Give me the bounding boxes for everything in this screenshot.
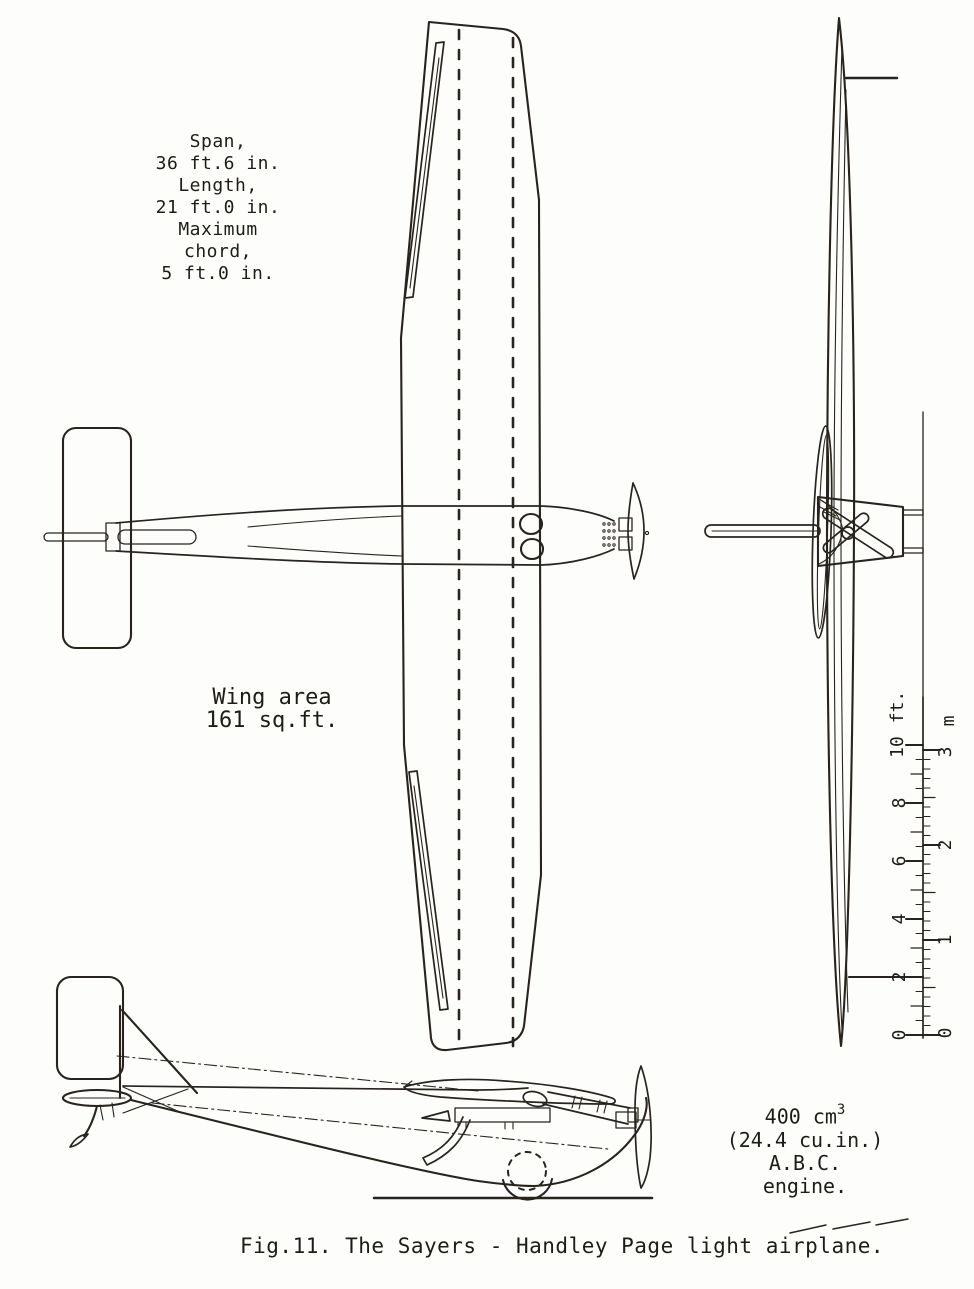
spec-line: 5 ft.0 in. — [161, 263, 275, 284]
propeller-front — [809, 426, 834, 638]
wheel-dashed — [508, 1152, 546, 1190]
engine-hub — [619, 518, 632, 531]
dimensions-note — [147, 131, 289, 285]
scale-feet-tick-label: 2 — [889, 971, 910, 983]
pencil-marks — [790, 1219, 908, 1233]
engine-displacement: 400 $cm^3$ — [764, 1102, 846, 1129]
scale-meter-tick-label: 2 — [935, 839, 956, 851]
spec-line: Maximum — [178, 219, 258, 240]
engine-hub — [619, 537, 632, 550]
wing-front-inner-line — [841, 90, 848, 1012]
scale-feet-foot-ticks — [911, 774, 923, 1006]
top-view — [44, 22, 649, 1050]
spec-line: Span, — [189, 131, 247, 152]
propeller-tip-nub — [645, 531, 648, 534]
propeller-hub-side — [616, 1112, 636, 1128]
nose-cowl-bottom — [543, 1104, 628, 1124]
scale-feet-tick-label: 0 — [889, 1029, 910, 1041]
engine-maker: A.B.C. — [768, 1150, 842, 1175]
scale-feet-unit-label: ft. — [887, 690, 908, 724]
nose-cowl-top — [548, 1092, 630, 1108]
tailplane-plan — [63, 428, 131, 648]
fin-leading-edge — [122, 1010, 197, 1093]
spec-line: 21 ft.0 in. — [155, 197, 281, 218]
engine-word: engine. — [762, 1173, 848, 1198]
cockpit-side — [522, 1089, 549, 1109]
cowl-hatch-dots — [603, 523, 615, 546]
engine-alt-displacement: (24.4 cu.in.) — [726, 1127, 884, 1152]
wing-area-line: Wing area — [212, 685, 332, 710]
scale-feet-tick-label: 10 — [887, 736, 908, 758]
axle-stub — [903, 510, 923, 515]
side-view — [57, 977, 652, 1200]
engine-displacement-exponent: 3 — [836, 1102, 846, 1118]
rear-deck-line — [248, 516, 402, 527]
wing-area-note — [182, 686, 362, 732]
tail-fairing-pill — [118, 530, 196, 544]
front-view — [705, 18, 923, 1046]
wheel-tire-arc — [503, 1179, 552, 1200]
scale-meter-tick-label: 1 — [935, 934, 956, 946]
fuselage-side-bottom — [131, 1098, 647, 1186]
rear-deck-line — [248, 546, 402, 556]
spec-line: 36 ft.6 in. — [155, 153, 281, 174]
spec-line: chord, — [183, 241, 253, 262]
aileron-upper-hinge — [410, 58, 439, 288]
exhaust-pipe — [423, 1117, 470, 1165]
fuselage-side-top — [123, 1086, 528, 1090]
scale-feet-tick-label: 4 — [889, 913, 910, 925]
scale-meter-tick-label: 0 — [935, 1027, 956, 1039]
tail-skid — [84, 1106, 97, 1136]
scale-feet-tick-label: 8 — [889, 797, 910, 809]
scale-feet-tick-label: 6 — [889, 855, 910, 867]
tail-skid-plan — [44, 533, 108, 541]
figure-caption: Fig.11. The Sayers - Handley Page light airplane. — [240, 1234, 885, 1258]
cockpit-opening-front — [520, 514, 542, 534]
wing-area-line: 161 sq.ft. — [205, 708, 339, 733]
rudder — [57, 977, 123, 1079]
wing-airfoil — [404, 1079, 615, 1104]
engine-note — [710, 1101, 900, 1198]
control-cable — [152, 1103, 608, 1149]
axle-stub — [903, 548, 923, 553]
wing-planform — [401, 22, 541, 1050]
scale-meter-tick-label: 3 — [935, 746, 956, 758]
propeller-side — [635, 1066, 651, 1188]
scale-meter-unit-label: m — [938, 715, 959, 727]
fairing-point — [422, 1111, 450, 1121]
spec-line: Length, — [178, 175, 258, 196]
